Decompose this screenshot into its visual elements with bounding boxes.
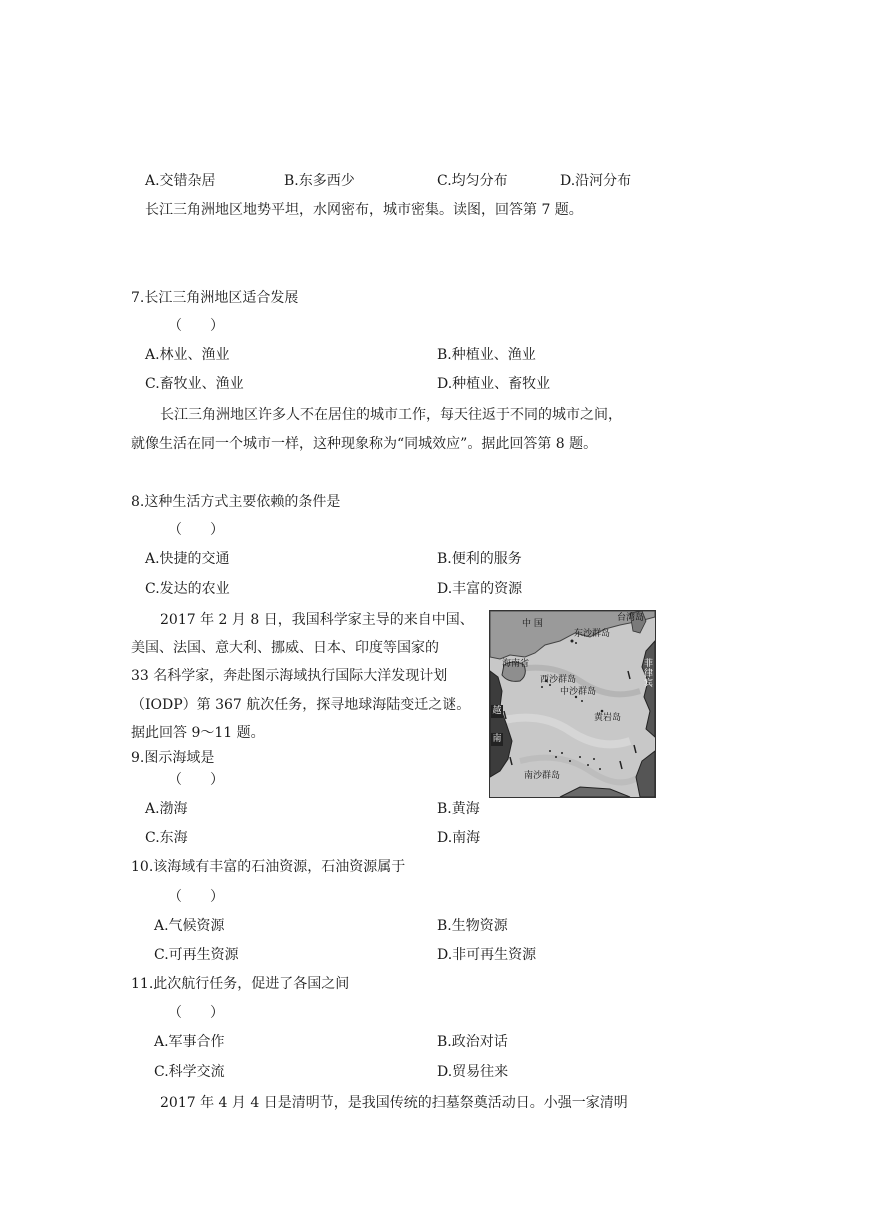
q10-stem: 10.该海域有丰富的石油资源，石油资源属于 [131, 859, 406, 875]
q9-option-d: D.南海 [437, 830, 481, 846]
intro-q8-line2: 就像生活在同一个城市一样，这种现象称为“同城效应”。据此回答第 8 题。 [131, 436, 598, 452]
q7-answer-blank: （ ） [168, 318, 224, 334]
q6-option-b: B.东多西少 [284, 173, 355, 189]
intro-q8-line1: 长江三角洲地区许多人不在居住的城市工作，每天往返于不同的城市之间， [160, 407, 622, 423]
intro-q9-line5: 据此回答 9～11 题。 [131, 725, 265, 741]
map-label-vietnam-1: 越 [492, 706, 502, 716]
q8-option-b: B.便利的服务 [437, 551, 522, 567]
q6-option-d: D.沿河分布 [560, 173, 632, 189]
map-label-philippines: 菲律宾 [644, 659, 654, 689]
q7-stem: 7.长江三角洲地区适合发展 [131, 290, 299, 306]
q8-option-d: D.丰富的资源 [437, 581, 523, 597]
q9-answer-blank: （ ） [168, 772, 224, 788]
south-china-sea-map [489, 610, 656, 798]
q9-option-c: C.东海 [145, 830, 188, 846]
q11-option-b: B.政治对话 [437, 1034, 508, 1050]
intro-q9-line1: 2017 年 2 月 8 日，我国科学家主导的来自中国、 [160, 612, 474, 628]
intro-q7: 长江三角洲地区地势平坦，水网密布，城市密集。读图，回答第 7 题。 [145, 202, 583, 218]
q11-answer-blank: （ ） [168, 1005, 224, 1021]
q11-stem: 11.此次航行任务，促进了各国之间 [131, 976, 350, 992]
intro-q9-line4: （IODP）第 367 航次任务，探寻地球海陆变迁之谜。 [131, 697, 471, 713]
q8-stem: 8.这种生活方式主要依赖的条件是 [131, 494, 341, 510]
map-label-china: 中 国 [522, 619, 543, 629]
q8-option-a: A.快捷的交通 [145, 551, 230, 567]
q10-option-a: A.气候资源 [154, 918, 225, 934]
q11-option-d: D.贸易往来 [437, 1064, 509, 1080]
intro-q12: 2017 年 4 月 4 日是清明节，是我国传统的扫墓祭奠活动日。小强一家清明 [160, 1095, 628, 1111]
q9-option-b: B.黄海 [437, 801, 480, 817]
q7-option-d: D.种植业、畜牧业 [437, 376, 551, 392]
q8-option-c: C.发达的农业 [145, 581, 230, 597]
map-label-nansha: 南沙群岛 [524, 771, 561, 781]
map-label-xisha: 西沙群岛 [540, 675, 577, 685]
q10-option-c: C.可再生资源 [154, 947, 239, 963]
q10-answer-blank: （ ） [168, 889, 224, 905]
map-label-dongsha: 东沙群岛 [574, 629, 611, 639]
q9-stem: 9.图示海域是 [131, 750, 215, 766]
map-label-hainan: 海南省 [502, 659, 530, 669]
q11-option-c: C.科学交流 [154, 1064, 225, 1080]
q11-option-a: A.军事合作 [154, 1034, 225, 1050]
q7-option-a: A.林业、渔业 [145, 347, 230, 363]
q9-option-a: A.渤海 [145, 801, 188, 817]
q10-option-b: B.生物资源 [437, 918, 508, 934]
map-label-vietnam-2: 南 [492, 734, 502, 744]
q8-answer-blank: （ ） [168, 522, 224, 538]
map-label-huangyan: 黄岩岛 [594, 713, 622, 723]
q6-option-a: A.交错杂居 [145, 173, 216, 189]
intro-q9-line3: 33 名科学家，奔赴图示海域执行国际大洋发现计划 [131, 668, 448, 684]
map-label-taiwan: 台湾岛 [617, 613, 645, 623]
intro-q9-line2: 美国、法国、意大利、挪威、日本、印度等国家的 [131, 640, 439, 656]
map-label-zhongsha: 中沙群岛 [560, 687, 597, 697]
q7-option-b: B.种植业、渔业 [437, 347, 536, 363]
q10-option-d: D.非可再生资源 [437, 947, 537, 963]
map-drawing [490, 611, 655, 797]
q6-option-c: C.均匀分布 [437, 173, 508, 189]
q7-option-c: C.畜牧业、渔业 [145, 376, 244, 392]
